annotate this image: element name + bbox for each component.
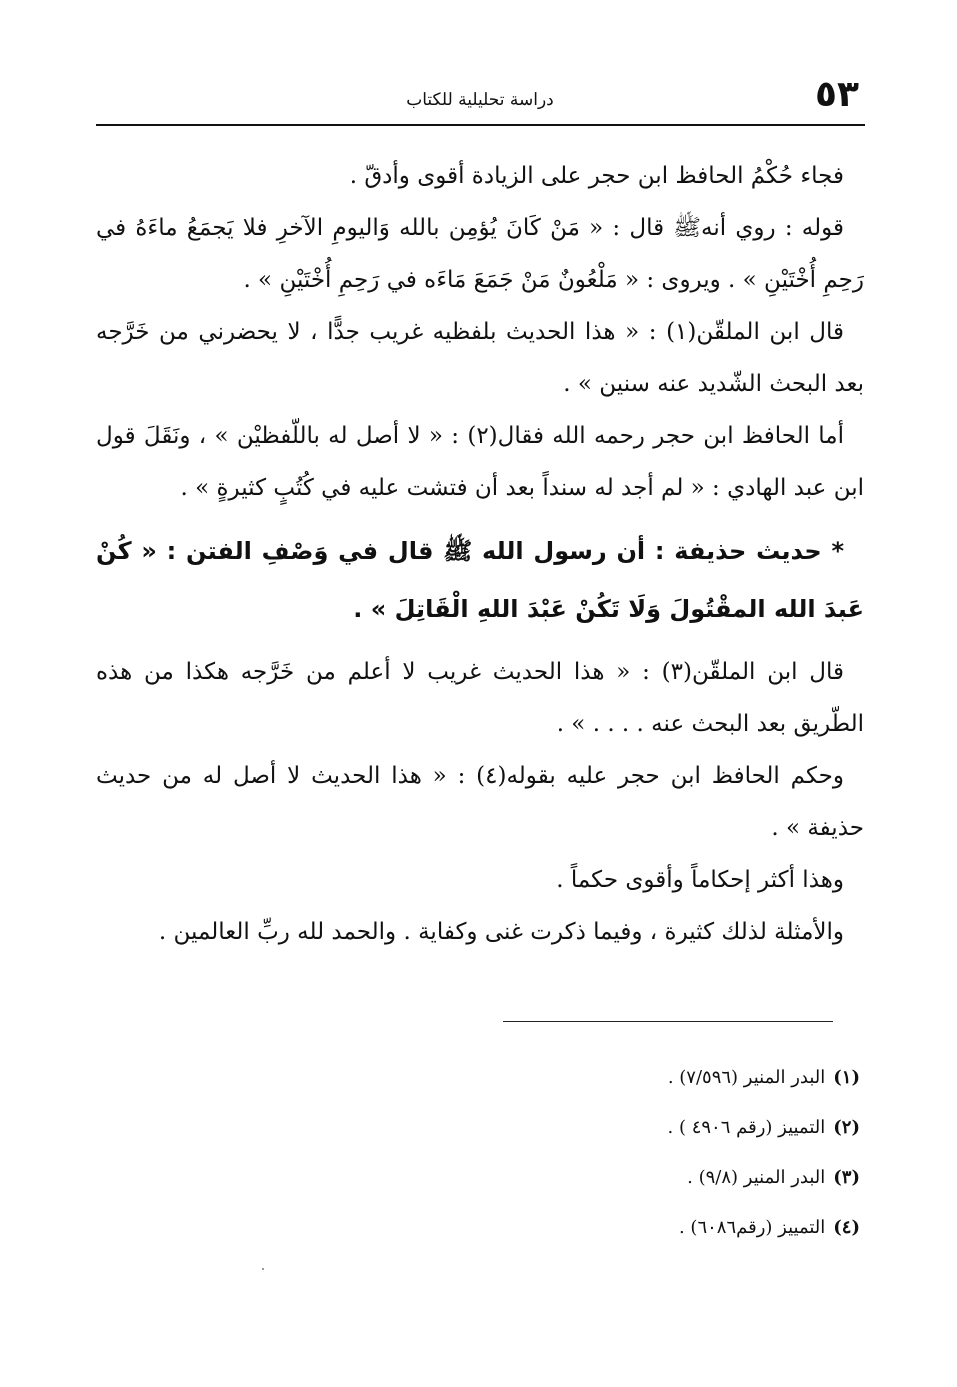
- footnote-3: [96, 1153, 860, 1203]
- footnote-text: التمييز (رقم ٤٩٠٦ ) .: [667, 1117, 826, 1138]
- footnote-number: (٤): [833, 1217, 860, 1238]
- paragraph-6: قال ابن الملقّن(٣) : « هذا الحديث غريب لا أعلم من خَرَّجه هكذا من هذه الطّريق بعد البحث عنه . . . . » .: [96, 659, 864, 737]
- paragraph-7: وحكم الحافظ ابن حجر عليه بقوله(٤) : « هذا الحديث لا أصل له من حديث حذيفة » .: [96, 763, 864, 841]
- footnote-text: البدر المنير (٩/٨) .: [687, 1167, 826, 1188]
- footnote-number: (٣): [833, 1167, 860, 1188]
- footnote-number: (٢): [833, 1117, 860, 1138]
- main-text: [96, 150, 864, 958]
- footnote-text: التمييز (رقم٦٠٨٦) .: [678, 1217, 826, 1238]
- paragraph-8: وهذا أكثر إحكاماً وأقوى حكماً .: [556, 867, 844, 893]
- footnotes: [96, 1053, 860, 1253]
- footnote-4: [96, 1203, 860, 1253]
- footnote-text: البدر المنير (٧/٥٩٦) .: [667, 1067, 826, 1088]
- paragraph-9: والأمثلة لذلك كثيرة ، وفيما ذكرت غنى وكفاية . والحمد لله ربِّ العالمين .: [158, 919, 844, 945]
- hadith-heading-paragraph: * حديث حذيفة : أن رسول الله ﷺ قال في وَصْفِ الفتن : « كُنْ عَبدَ الله المقْتُولَ وَلَا تَكُنْ عَبْدَ اللهِ الْقَاتِلَ » .: [96, 537, 864, 623]
- paragraph-1: فجاء حُكْمُ الحافظ ابن حجر على الزيادة أقوى وأدقّ .: [349, 163, 844, 189]
- paragraph-3: قال ابن الملقّن(١) : « هذا الحديث بلفظيه غريب جدًّا ، لا يحضرني من خَرَّجه بعد البحث الشّديد عنه سنين » .: [96, 319, 864, 397]
- scan-speck: [262, 1268, 264, 1270]
- footnote-1: [96, 1053, 860, 1103]
- running-header-title: دراسة تحليلية للكتاب: [406, 90, 554, 110]
- header-rule: [96, 124, 865, 126]
- paragraph-2: قوله : روي أنهﷺ قال : « مَنْ كَانَ يُؤمِن بالله وَاليومِ الآخرِ فلا يَجمَعُ ماءَهُ في رَحِمِ أُخْتَيْنِ » . ويروى : « مَلْعُونٌ مَنْ جَمَعَ مَاءَه في رَحِمِ أُخْتَيْنِ » .: [96, 215, 864, 293]
- page-number: ٥٣: [815, 74, 859, 115]
- footnote-number: (١): [833, 1067, 860, 1088]
- footnote-separator: [503, 1021, 833, 1022]
- paragraph-4: أما الحافظ ابن حجر رحمه الله فقال(٢) : « لا أصل له باللّفظيْن » ، ونَقَلَ قول ابن عبد الهادي : « لم أجد له سنداً بعد أن فتشت عليه في كُتُبٍ كثيرةٍ » .: [96, 423, 864, 501]
- footnote-2: [96, 1103, 860, 1153]
